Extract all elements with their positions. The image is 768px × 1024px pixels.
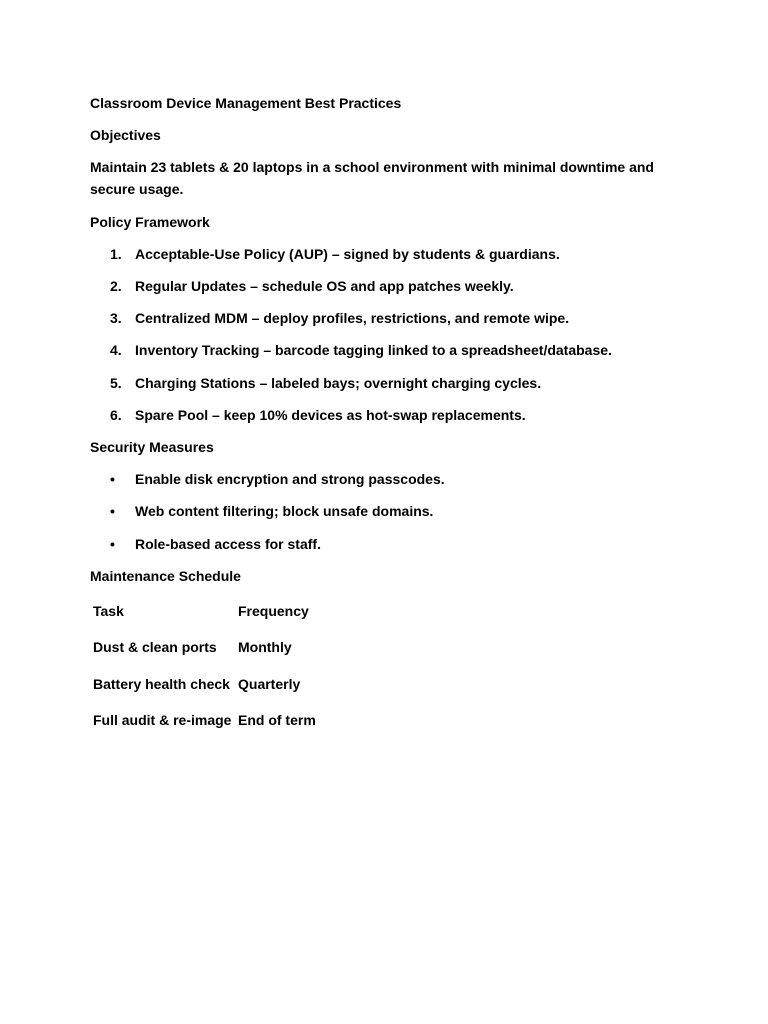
document-title: Classroom Device Management Best Practices [90, 95, 402, 111]
policy-item-text: Inventory Tracking – barcode tagging linked to a spreadsheet/database. [135, 342, 612, 358]
table-cell-task: Full audit & re-image [93, 712, 232, 728]
policy-item-text: Charging Stations – labeled bays; overnight charging cycles. [135, 375, 542, 391]
list-marker: 1. [110, 246, 122, 262]
policy-item [110, 275, 670, 297]
list-marker: 5. [110, 375, 122, 391]
security-item-text: Role-based access for staff. [135, 536, 321, 552]
maintenance-schedule-heading: Maintenance Schedule [90, 568, 241, 584]
security-item [110, 468, 670, 490]
security-item-text: Enable disk encryption and strong passcodes. [135, 471, 445, 487]
security-measures-heading: Security Measures [90, 439, 214, 455]
policy-item [110, 339, 670, 361]
table-header-task: Task [93, 603, 124, 619]
table-cell-task: Battery health check [93, 676, 230, 692]
policy-item [110, 404, 670, 426]
security-item [110, 533, 670, 555]
policy-item-text: Acceptable-Use Policy (AUP) – signed by students & guardians. [135, 246, 560, 262]
list-marker: 3. [110, 310, 122, 326]
security-item [110, 500, 670, 522]
policy-item-text: Spare Pool – keep 10% devices as hot-swap replacements. [135, 407, 526, 423]
list-marker: 4. [110, 342, 122, 358]
table-header-frequency: Frequency [238, 603, 309, 619]
objectives-body: Maintain 23 tablets & 20 laptops in a school environment with minimal downtime and secure usage. [90, 159, 654, 197]
objectives-heading: Objectives [90, 127, 161, 143]
policy-item [110, 243, 670, 265]
table-cell-frequency: End of term [238, 712, 316, 728]
bullet-marker: • [110, 536, 115, 552]
policy-framework-heading: Policy Framework [90, 214, 210, 230]
list-marker: 6. [110, 407, 122, 423]
bullet-marker: • [110, 503, 115, 519]
policy-item-text: Regular Updates – schedule OS and app patches weekly. [135, 278, 514, 294]
policy-item [110, 307, 670, 329]
policy-item-text: Centralized MDM – deploy profiles, restrictions, and remote wipe. [135, 310, 570, 326]
table-cell-frequency: Monthly [238, 639, 292, 655]
table-cell-task: Dust & clean ports [93, 639, 217, 655]
policy-item [110, 372, 670, 394]
bullet-marker: • [110, 471, 115, 487]
table-cell-frequency: Quarterly [238, 676, 301, 692]
security-item-text: Web content filtering; block unsafe domains. [135, 503, 434, 519]
list-marker: 2. [110, 278, 122, 294]
